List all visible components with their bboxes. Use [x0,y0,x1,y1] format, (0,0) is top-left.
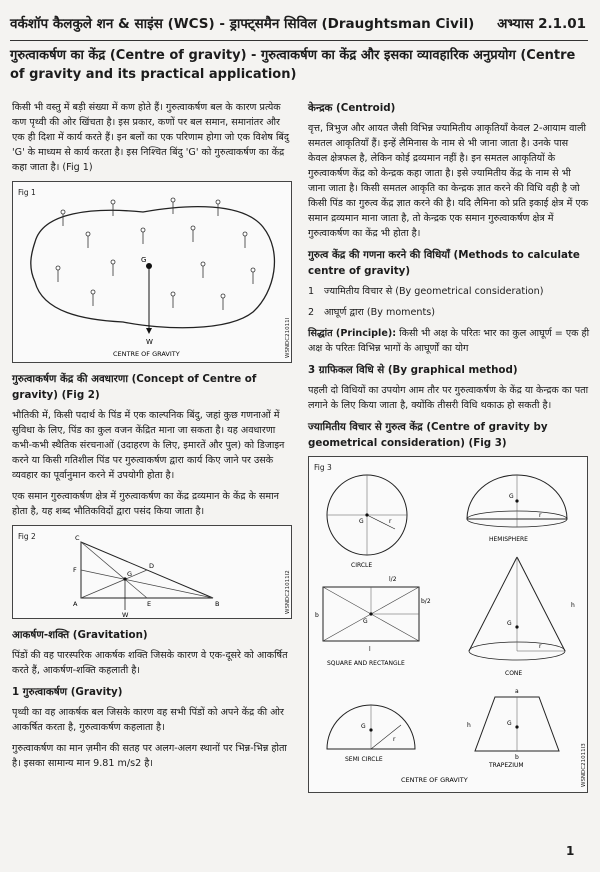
fig3-rect-b2: b/2 [421,598,431,605]
fig1-caption: CENTRE OF GRAVITY [113,350,180,358]
figure-2 [12,525,292,619]
centroid-heading: केन्द्रक (Centroid) [308,102,396,114]
fig3-label: Fig 3 [314,463,332,472]
method3-heading: 3 ग्राफिकल विधि से (By graphical method) [308,364,518,376]
geometrical-heading: ज्यामितीय विचार से गुरुत्व केंद्र (Centre of gravity by geometrical consideration) (Fig 3) [308,421,548,449]
fig3-trapezium-caption: TRAPEZIUM [489,762,524,769]
fig3-rect-l2: l/2 [389,576,397,583]
fig2-median-a [81,570,147,598]
fig3-cone-r: r [539,643,542,650]
principle-text: किसी भी अक्ष के परितः भार का कुल आघूर्ण = एक ही अक्ष के परितः विभिन्न भागों के आघूर्णों का योग [308,328,590,354]
fig2-label-b: B [215,600,220,608]
figure-1 [12,181,292,363]
fig3-hemisphere-caption: HEMISPHERE [489,536,528,543]
fig3-hemisphere-shape [467,475,567,527]
method-item-2: 2 आघूर्ण द्वारा (By moments) [308,307,436,318]
fig2-median-c [81,542,147,598]
fig3-trap-g: G [507,720,512,727]
fig1-code: WSNDC21011I [285,317,291,358]
fig3-square-caption: SQUARE AND RECTANGLE [327,660,405,667]
fig1-label: Fig 1 [18,188,36,197]
fig2-label-d: D [149,562,155,570]
fig3-circle-g: G [359,518,364,525]
fig3-trap-a: a [515,688,519,695]
fig3-rect-b: b [315,612,319,619]
fig3-trap-h: h [467,722,471,729]
fig1-w-label: W [146,338,153,346]
gravitation-paragraph: पिंडों की वह पारस्परिक आकर्षक शक्ति जिसके कारण वे एक-दूसरे को आकर्षित करते हैं, आकर्षण-शक्ति कहलाती है। [12,650,288,676]
fig1-g-label: G [141,256,147,264]
section-title: गुरुत्वाकर्षण का केंद्र (Centre of gravity) - गुरुत्वाकर्षण का केंद्र और इसका व्यावहारिक अनुप्रयोग (Centre of gravity and its practical application) [10,48,576,82]
fig3-hemi-r: r [539,512,542,519]
fig2-label-c: C [75,534,80,542]
fig3-trapezium-shape [467,688,559,761]
fig3-caption: CENTRE OF GRAVITY [401,776,468,784]
fig2-label-f: F [73,566,77,574]
fig2-label: Fig 2 [18,532,36,541]
fig3-cone-caption: CONE [505,670,523,677]
fig3-circle-caption: CIRCLE [351,562,373,569]
method-item-1: 1 ज्यामितीय विचार से (By geometrical consideration) [308,286,544,297]
fig2-label-e: E [147,600,152,608]
concept-heading: गुरुत्वाकर्षण केंद्र की अवधारणा (Concept of Centre of gravity) (Fig 2) [12,373,257,401]
gravity-heading: 1 गुरुत्वाकर्षण (Gravity) [12,686,123,698]
fig2-drawing [13,526,291,618]
fig3-drawing [309,457,587,792]
fig1-particle-arrows [56,198,255,310]
fig2-median-b [81,570,213,598]
gravity-paragraph-1: पृथ्वी का वह आकर्षक बल जिसके कारण वह सभी पिंडों को अपने केंद्र की ओर आकर्षित करता है, गुरुत्वाकर्षण कहलाता है। [12,707,284,733]
centroid-paragraph: वृत्त, त्रिभुज और आयत जैसी विभिन्न ज्यामितीय आकृतियाँ केवल 2-आयाम वाली समतल आकृतियाँ हैं। इन्हें लैमिनास के नाम से भी जाना जाता है। उनके पास केवल क्षेत्रफल है, लेकिन कोई द्रव्यमान नहीं है। इन समतल आकृतियों के गुरुत्वाकर्षण केंद्र को केन्द्रक कहा जाता है। इसे ज्यामितीय केंद्र के नाम से भी जाना जाता है। किसी समतल आकृति का केन्द्रक ज्ञात करने की विधि वही है जो किसी पिंड का गुरुत्व केंद्र ज्ञात करने की है। यदि लैमिना को प्रति इकाई क्षेत्र में एक समान द्रव्यमान माना जाता है, तो केन्द्रक एक समान गुरुत्वाकर्षण क्षेत्र में गुरुत्वाकर्षण का केंद्र भी होता है। [308,123,589,239]
fig2-label-a: A [73,600,78,608]
method3-paragraph: पहली दो विधियों का उपयोग आम तौर पर गुरुत्वाकर्षण के केंद्र या केन्द्रक का पता लगाने के लिए किया जाता है, क्योंकि तीसरी विधि थकाऊ हो सकती है। [308,385,589,411]
fig3-rect-l: l [369,646,371,653]
fig3-code: WSNDC21011I3 [581,743,587,787]
fig3-rectangle-shape [315,576,431,653]
page-header [10,10,588,41]
gravity-paragraph-2: गुरुत्वाकर्षण का मान ज़मीन की सतह पर अलग-अलग स्थानों पर भिन्न-भिन्न होता है। इसका सामान्य मान 9.81 m/s2 है। [12,743,287,769]
fig3-semicircle-caption: SEMI CIRCLE [345,756,383,763]
fig3-cone-shape [469,557,575,660]
fig3-circle-shape [327,475,407,555]
concept-paragraph-1: भौतिकी में, किसी पदार्थ के पिंड में एक काल्पनिक बिंदु, जहां कुछ गणनाओं में सुविधा के लिए, पिंड का कुल वजन केंद्रित माना जा सकता है। यह अवधारणा कभी-कभी स्थैतिक संरचनाओं (उदाहरण के लिए, इमारतें और पुल) को डिजाइन करने या किसी गतिशील पिंड पर गुरुत्वाकर्षण द्वारा कार्य किए जाने पर उसके व्यवहार का पूर्वानुमान करने में उपयोगी होता है। [12,410,285,481]
fig3-cone-h: h [571,602,575,609]
principle-label: सिद्धांत (Principle): [308,328,397,339]
fig2-label-g: G [127,570,133,578]
concept-paragraph-2: एक समान गुरुत्वाकर्षण क्षेत्र में गुरुत्वाकर्षण का केंद्र द्रव्यमान के केंद्र के समान होता है, यह शब्द भौतिकविदों द्वारा पसंद किया जाता है। [12,491,279,517]
left-column [12,100,294,777]
fig1-drawing [13,182,291,362]
fig3-semi-g: G [361,723,366,730]
header-book-title: वर्कशॉप कैलकुले शन & साइंस (WCS) - ड्राफ्ट्समैन सिविल (Draughtsman Civil) [10,16,475,32]
fig1-body-outline [31,207,275,328]
fig2-label-w: W [122,611,129,618]
fig3-circle-r: r [389,518,392,525]
fig3-cone-g: G [507,620,512,627]
methods-list [308,284,590,320]
methods-heading: गुरुत्व केंद्र की गणना करने की विधियाँ (Methods to calculate centre of gravity) [308,249,580,277]
header-exercise-number: अभ्यास 2.1.01 [497,16,586,32]
fig3-trap-b: b [515,754,519,761]
fig1-arrowhead [146,328,152,334]
fig3-semicircle-shape [327,705,415,749]
right-column [308,100,590,793]
fig3-rect-g: G [363,618,368,625]
intro-paragraph: किसी भी वस्तु में बड़ी संख्या में कण होते हैं। गुरुत्वाकर्षण बल के कारण प्रत्येक कण पृथ्वी की ओर खिंचता है। इस प्रकार, कणों पर बल समान, समानांतर और एक ही दिशा में कार्य करते हैं। इन बलों का एक परिणाम होगा जो एक विशेष बिंदु 'G' के माध्यम से कार्य करता है। इस निश्चित बिंदु 'G' को गुरुत्वाकर्षण का केंद्र कहा जाता है। (Fig 1) [12,102,290,173]
fig2-code: WSNDC21011I2 [285,570,291,614]
fig3-hemi-g: G [509,493,514,500]
fig3-semi-r: r [393,736,396,743]
figure-3 [308,456,588,793]
gravitation-heading: आकर्षण-शक्ति (Gravitation) [12,629,148,641]
principle-paragraph [308,326,590,356]
page-number: 1 [566,844,575,858]
